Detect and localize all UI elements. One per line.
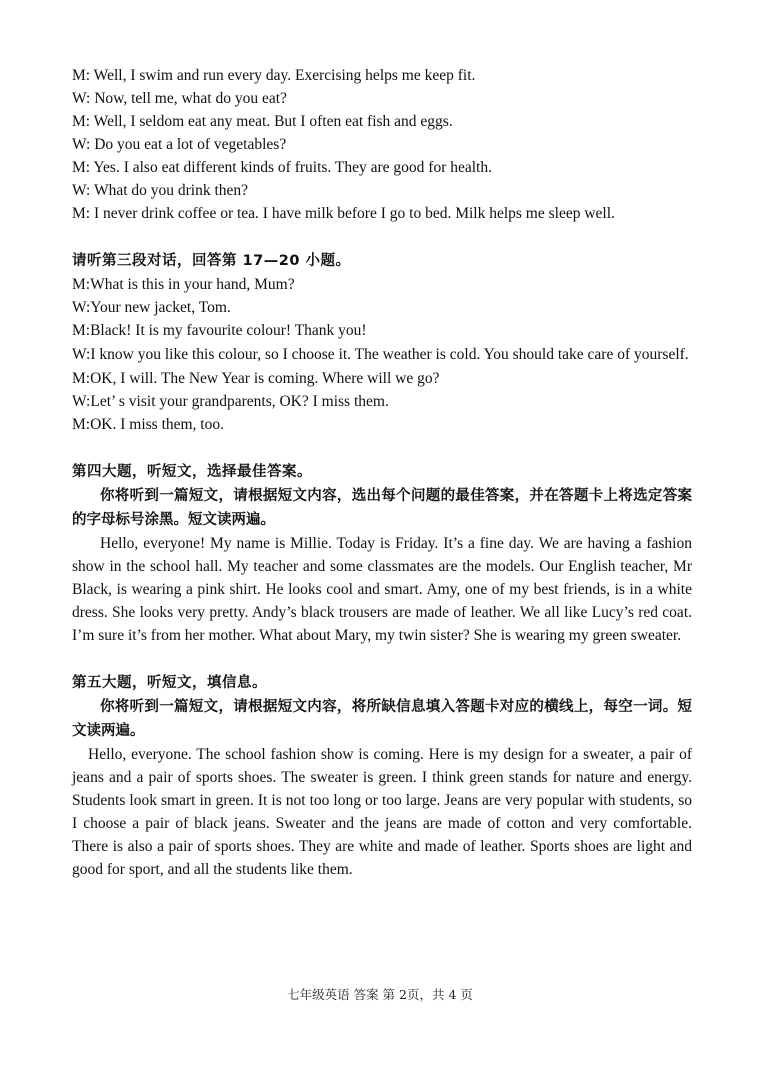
page-footer: 七年级英语 答案 第 2页，共 4 页 xyxy=(287,987,473,1002)
dialogue-line: M:What is this in your hand, Mum? xyxy=(72,276,295,293)
dialogue-line: M:Black! It is my favourite colour! Thank you! xyxy=(72,322,367,339)
dialogue-line: W:I know you like this colour, so I choose it. The weather is cold. You should take care of yourself. xyxy=(72,346,689,363)
part-5-passage: Hello, everyone. The school fashion show is coming. Here is my design for a sweater, a pair of jeans and a pair of sports shoes. The sweater is green. I think green stands for nature and energy. Students look smart in green. It is not too long or too large. Jeans are very popular with students, so I choose a pair of black jeans. Sweater and the jeans are made of cotton and very comfortable. There is also a pair of sports shoes. They are white and made of leather. Sports shoes are light and good for sport, and all the students like them. xyxy=(72,746,692,878)
part-5 xyxy=(72,671,692,881)
dialogue-line: M: Well, I seldom eat any meat. But I often eat fish and eggs. xyxy=(72,113,453,130)
dialogue-line: W: Now, tell me, what do you eat? xyxy=(72,90,287,107)
dialogue-line: W: Do you eat a lot of vegetables? xyxy=(72,136,287,153)
dialogue-line: W: What do you drink then? xyxy=(72,182,249,199)
part-4-instruction: 你将听到一篇短文，请根据短文内容，选出每个问题的最佳答案，并在答题卡上将选定答案的字母标号涂黑。短文读两遍。 xyxy=(72,488,692,528)
part-4 xyxy=(72,460,692,647)
dialogue-line: M:OK, I will. The New Year is coming. Where will we go? xyxy=(72,370,440,387)
dialogue-2 xyxy=(72,64,692,225)
dialogue-line: M: Well, I swim and run every day. Exercising helps me keep fit. xyxy=(72,67,476,84)
part-4-heading: 第四大题，听短文，选择最佳答案。 xyxy=(72,464,312,480)
dialogue-line: M: I never drink coffee or tea. I have milk before I go to bed. Milk helps me sleep well. xyxy=(72,205,615,222)
section-3-heading: 请听第三段对话，回答第 17—20 小题。 xyxy=(72,253,351,269)
dialogue-line: W:Your new jacket, Tom. xyxy=(72,299,231,316)
section-3 xyxy=(72,249,692,436)
part-4-passage: Hello, everyone! My name is Millie. Today is Friday. It’s a fine day. We are having a fashion show in the school hall. My teacher and some classmates are the models. Our English teacher, Mr Black, is wearing a pink shirt. He looks cool and smart. Amy, one of my best friends, is in a white dress. She looks very pretty. Andy’s black trousers are made of leather. We all like Lucy’s red coat. I’m sure it’s from her mother. What about Mary, my twin sister? She is wearing my green sweater. xyxy=(72,535,692,644)
part-5-heading: 第五大题，听短文，填信息。 xyxy=(72,675,267,691)
dialogue-line: M: Yes. I also eat different kinds of fruits. They are good for health. xyxy=(72,159,492,176)
dialogue-line: M:OK. I miss them, too. xyxy=(72,416,224,433)
part-5-instruction: 你将听到一篇短文，请根据短文内容，将所缺信息填入答题卡对应的横线上，每空一词。短文读两遍。 xyxy=(72,699,692,739)
dialogue-line: W:Let’ s visit your grandparents, OK? I miss them. xyxy=(72,393,389,410)
page-content xyxy=(72,64,692,881)
